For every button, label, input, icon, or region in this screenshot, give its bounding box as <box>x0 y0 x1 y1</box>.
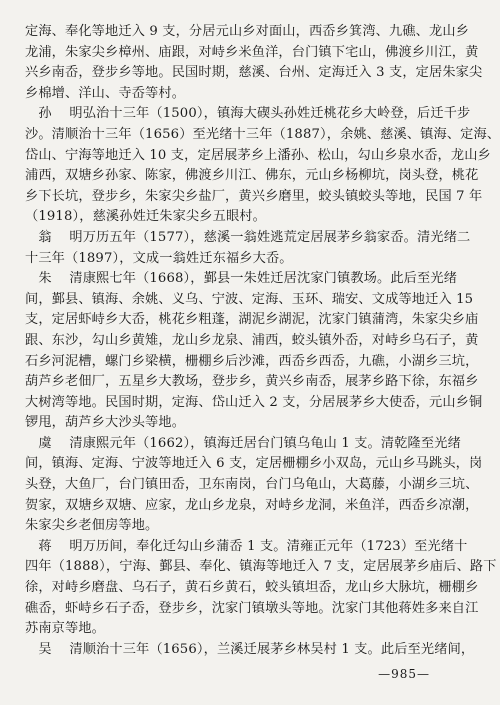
text-line: 石乡河泥槽，螺门乡梁横，栅棚乡后沙滩，西岙乡西岙，九礁，小湖乡三坑， <box>25 353 479 369</box>
text-line: 头登，大鱼厂，台门镇田岙，卫东南岗，台门乌龟山，大葛藤，小湖乡三坑、 <box>25 477 479 493</box>
text-line: 龙浦，朱家尖乡樟州、庙跟，对峙乡米鱼洋，台门镇下宅山，佛渡乡川江，黄 <box>25 44 479 60</box>
text-line: 翁 明万历五年（1577），慈溪一翁姓逃荒定居展茅乡翁家岙。清光绪二 <box>25 229 471 245</box>
text-line: 跟、东沙，勾山乡黄雉，龙山乡龙泉、浦西，蛟头镇外岙，对峙乡乌石子，黄 <box>25 332 479 348</box>
text-line: 大树湾等地。民国时期，定海、岱山迁入 2 支，分居展茅乡大使岙，元山乡铜 <box>25 394 483 410</box>
text-line: 定海、奉化等地迁入 9 支，分居元山乡对面山，西岙乡箕湾、九礁、龙山乡 <box>25 24 470 39</box>
page-number: —985— <box>378 667 430 681</box>
text-line: 间，镇海、定海、宁波等地迁入 6 支，定居栅棚乡小双岛，元山乡马跳头，岗 <box>25 456 483 472</box>
text-line: 朱家尖乡老佃房等地。 <box>25 518 159 534</box>
text-line: 虞 清康熙元年（1662），镇海迁居台门镇乌龟山 1 支。清乾隆至光绪 <box>25 435 461 451</box>
text-line: 锣甩，葫芦乡大沙头等地。 <box>25 415 186 431</box>
text-line: 朱 清康熙七年（1668），鄞县一朱姓迁居沈家门镇教场。此后至光绪 <box>25 271 458 287</box>
paragraph <box>25 269 483 434</box>
text-line: 乡棉增、洋山、寺岙等村。 <box>25 85 186 101</box>
text-line: 沙。清顺治十三年（1656）至光绪十三年（1887），余姚、慈溪、镇海、定海、 <box>25 126 500 142</box>
paragraph <box>25 22 483 104</box>
text-line: 十三年（1897），文成一翁姓迁东福乡大岙。 <box>25 250 293 266</box>
text-line: 岱山、宁海等地迁入 10 支，定居展茅乡上潘孙、松山，勾山乡泉水岙，龙山乡 <box>25 147 491 163</box>
text-line: 苏南京等地。 <box>25 621 106 637</box>
text-line: 葫芦乡老佃厂，五星乡大教场，登步乡，黄兴乡南岙，展茅乡路下徐，东福乡 <box>25 374 479 390</box>
text-line: 吴 清顺治十三年（1656），兰溪迁展茅乡林吴村 1 支。此后至光绪间， <box>25 641 475 657</box>
paragraph <box>25 537 497 640</box>
text-line: 兴乡南岙，登步乡等地。民国时期，慈溪、台州、定海迁入 3 支，定居朱家尖 <box>25 65 483 81</box>
text-line: （1918），慈溪孙姓迁朱家尖乡五眼村。 <box>25 209 266 225</box>
paragraph <box>25 434 483 537</box>
page-content <box>25 22 500 660</box>
text-line: 礁岙，虾峙乡石子岙，登步乡，沈家门镇墩头等地。沈家门其他蒋姓多来自江 <box>25 600 479 616</box>
text-line: 贺家，双塘乡双塘、应家，龙山乡龙泉，对峙乡龙洞，米鱼洋，西岙乡凉潮， <box>25 497 479 513</box>
paragraph <box>25 640 475 661</box>
text-line: 浦西，双塘乡孙家、陈家，佛渡乡川江、佛东，元山乡杨柳坑，岗头登，桃花 <box>25 168 479 184</box>
paragraph <box>25 228 471 269</box>
text-line: 孙 明弘治十三年（1500），镇海大碶头孙姓迁桃花乡大岭登，后迁千步 <box>25 106 471 122</box>
paragraph <box>25 104 500 228</box>
text-line: 蒋 明万历间，奉化迁勾山乡蒲岙 1 支。清雍正元年（1723）至光绪十 <box>25 538 468 554</box>
text-line: 乡下长坑，登步乡，朱家尖乡盐厂，黄兴乡磨里，蛟头镇蛟头等地，民国 7 年 <box>25 188 483 204</box>
text-line: 四年（1888），宁海、鄞县、奉化、镇海等地迁入 7 支，定居展茅乡庙后、路下 <box>25 559 497 575</box>
text-line: 支，定居虾峙乡大岙，桃花乡粗蓬，湖泥乡湖泥，沈家门镇蒲湾，朱家尖乡庙 <box>25 312 479 328</box>
text-line: 间，鄞县、镇海、余姚、义乌、宁波、定海、玉环、瑞安、文成等地迁入 15 <box>25 291 474 307</box>
text-line: 徐，对峙乡磨盘、乌石子，黄石乡黄石，蛟头镇坦岙，龙山乡大脉坑，栅棚乡 <box>25 580 479 596</box>
